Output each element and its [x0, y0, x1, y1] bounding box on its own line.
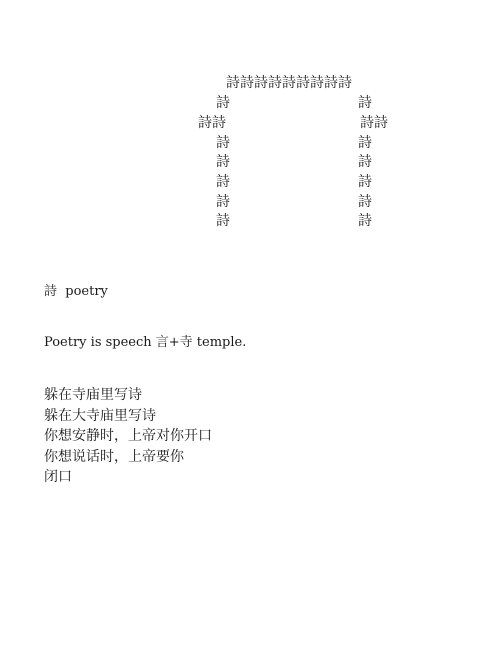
gate-right-line: 詩 [358, 95, 372, 111]
poem-line: 躲在寺庙里写诗 [44, 387, 142, 403]
chinese-poem [44, 385, 212, 488]
gate-left-line: 詩詩 [198, 115, 226, 131]
gate-left-line: 詩 [216, 95, 230, 111]
gate-right-line: 詩 [358, 213, 372, 229]
gate-left-line: 詩 [216, 154, 230, 170]
gate-left-line: 詩 [216, 213, 230, 229]
poem-line: 你想安静时，上帝对你开口 [44, 428, 212, 444]
gate-right-line: 詩 [358, 174, 372, 190]
gate-left-line: 詩 [216, 174, 230, 190]
gate-top-line: 詩詩詩詩詩詩詩詩詩 [226, 75, 352, 91]
gate-right-line: 詩 [358, 194, 372, 210]
poem-line: 躲在大寺庙里写诗 [44, 407, 156, 424]
etymology-sentence: Poetry is speech 言+寺 temple. [44, 335, 247, 350]
gate-left-line: 詩 [216, 194, 230, 210]
gate-right-line: 詩 [358, 154, 372, 170]
poem-line: 你想说话时，上帝要你 [44, 448, 184, 465]
poem-line: 闭口 [44, 469, 72, 485]
gate-left-line: 詩 [216, 135, 230, 151]
poetry-heading: 詩 poetry [44, 284, 108, 299]
gate-right-line: 詩詩 [360, 115, 388, 131]
gate-right-line: 詩 [358, 135, 372, 151]
